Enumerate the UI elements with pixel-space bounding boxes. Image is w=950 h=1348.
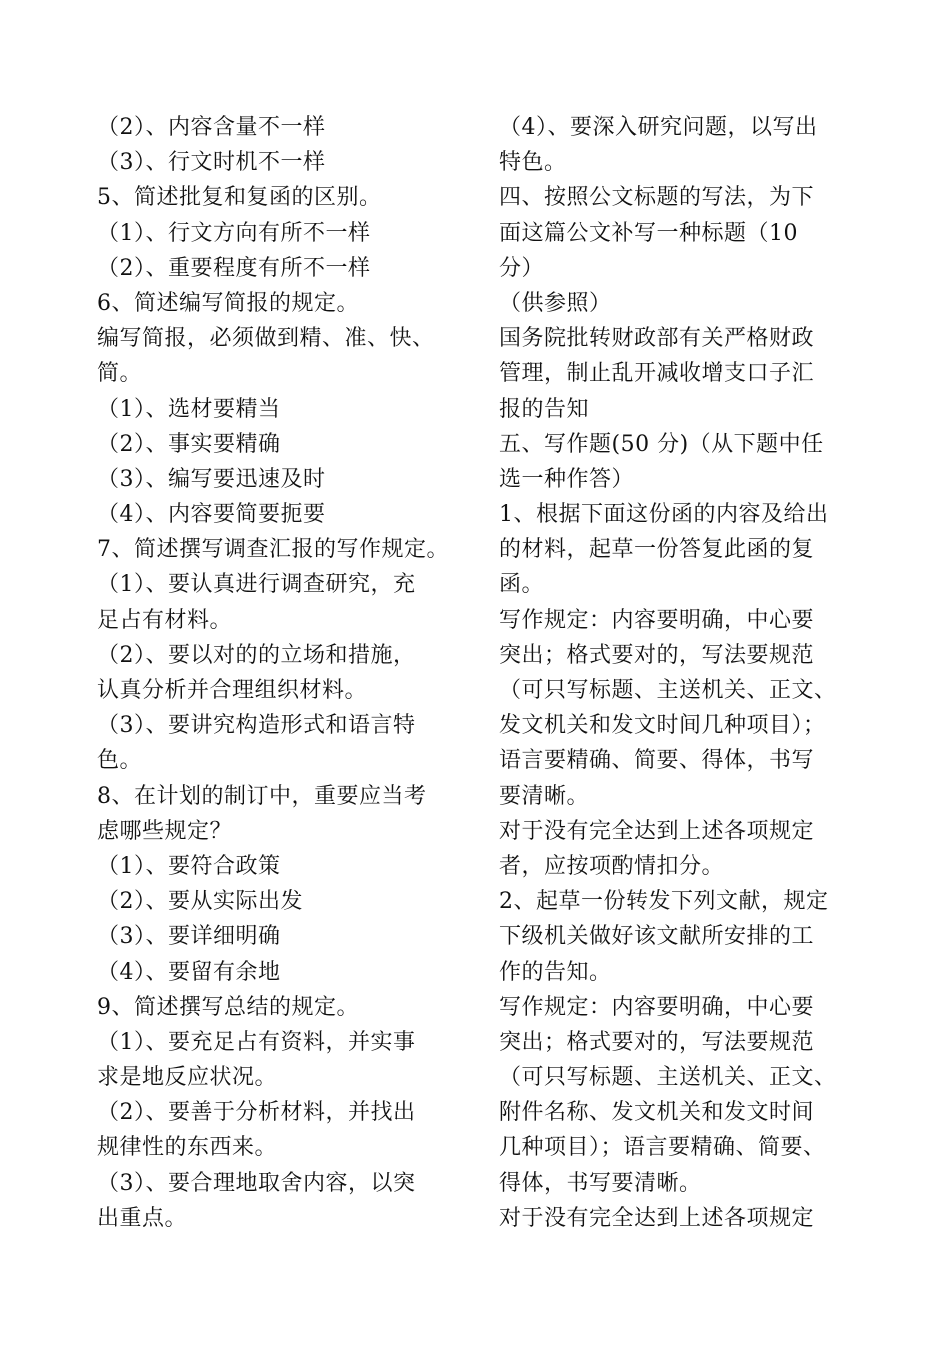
text-line: 对于没有完全达到上述各项规定 xyxy=(499,818,815,844)
text-line: 下级机关做好该文献所安排的工 xyxy=(499,924,815,950)
text-line: 作的告知。 xyxy=(499,959,612,985)
text-line: 函。 xyxy=(499,572,545,598)
text-line: （3）、要详细明确 xyxy=(97,924,281,950)
text-line: 规律性的东西来。 xyxy=(97,1135,278,1161)
text-line: 几种项目）；语言要精确、简要、 xyxy=(499,1135,826,1161)
text-line: （可只写标题、主送机关、正文、 xyxy=(499,1065,837,1091)
text-line: 1、根据下面这份函的内容及给出 xyxy=(499,502,829,528)
section-heading: 五、写作题(50 分)（从下题中任 xyxy=(499,431,824,457)
text-line: 语言要精确、简要、得体，书写 xyxy=(499,748,815,774)
right-column xyxy=(499,110,867,1236)
text-line: （2）、重要程度有所不一样 xyxy=(97,255,371,281)
text-line: （2）、内容含量不一样 xyxy=(97,115,326,140)
text-line: 突出；格式要对的，写法要规范 xyxy=(499,1029,815,1055)
text-line: （1）、选材要精当 xyxy=(97,396,281,422)
text-line: （2）、事实要精确 xyxy=(97,431,281,457)
text-line: 要清晰。 xyxy=(499,783,590,809)
question-heading: 9、简述撰写总结的规定。 xyxy=(97,994,359,1020)
section-heading: 分） xyxy=(499,255,545,281)
text-line: 国务院批转财政部有关严格财政 xyxy=(499,326,815,352)
text-line: 对于没有完全达到上述各项规定 xyxy=(499,1205,815,1231)
text-line: （可只写标题、主送机关、正文、 xyxy=(499,678,837,703)
text-line: 出重点。 xyxy=(97,1205,188,1231)
text-line: 足占有材料。 xyxy=(97,607,233,633)
text-line: （2）、要从实际出发 xyxy=(97,889,303,915)
text-line: 报的告知 xyxy=(499,396,590,422)
text-line: 发文机关和发文时间几种项目）； xyxy=(499,713,826,739)
question-heading: 6、简述编写简报的规定。 xyxy=(97,290,359,316)
question-heading: 8、在计划的制订中，重要应当考 xyxy=(97,783,427,809)
text-line: （4）、要留有余地 xyxy=(97,959,281,985)
text-line: 突出；格式要对的，写法要规范 xyxy=(499,642,815,668)
text-line: （供参照） xyxy=(499,290,612,316)
text-line: 认真分析并合理组织材料。 xyxy=(97,678,368,703)
text-line: （1）、要符合政策 xyxy=(97,853,281,879)
text-line: 管理，制止乱开减收增支口子汇 xyxy=(499,361,815,387)
text-line: 特色。 xyxy=(499,150,567,176)
text-line: （1）、行文方向有所不一样 xyxy=(97,220,371,246)
text-line: 得体，书写要清晰。 xyxy=(499,1170,702,1196)
text-line: （1）、要充足占有资料，并实事 xyxy=(97,1029,416,1055)
text-line: （4）、内容要简要扼要 xyxy=(97,502,326,528)
left-column xyxy=(97,110,470,1236)
text-line: 写作规定：内容要明确，中心要 xyxy=(499,994,815,1020)
text-line: 简。 xyxy=(97,361,143,387)
section-heading: 选一种作答） xyxy=(499,466,635,492)
text-line: 者，应按项酌情扣分。 xyxy=(499,853,725,879)
text-line: 的材料，起草一份答复此函的复 xyxy=(499,537,815,563)
text-line: 编写简报，必须做到精、准、快、 xyxy=(97,326,435,352)
text-line: （2）、要善于分析材料，并找出 xyxy=(97,1100,416,1126)
question-heading: 7、简述撰写调查汇报的写作规定。 xyxy=(97,537,449,563)
text-line: 求是地反应状况。 xyxy=(97,1065,278,1091)
text-line: 色。 xyxy=(97,748,143,774)
text-line: 附件名称、发文机关和发文时间 xyxy=(499,1100,815,1126)
question-heading: 虑哪些规定？ xyxy=(97,818,233,844)
text-line: （3）、要讲究构造形式和语言特 xyxy=(97,713,416,739)
text-line: （1）、要认真进行调查研究，充 xyxy=(97,572,416,598)
question-heading: 5、简述批复和复函的区别。 xyxy=(97,185,382,211)
text-line: （3）、要合理地取舍内容，以突 xyxy=(97,1170,416,1196)
text-line: 写作规定：内容要明确，中心要 xyxy=(499,607,815,633)
text-line: （3）、编写要迅速及时 xyxy=(97,466,326,492)
text-line: 2、起草一份转发下列文献，规定 xyxy=(499,889,829,915)
text-line: （2）、要以对的的立场和措施， xyxy=(97,642,416,668)
section-heading: 面这篇公文补写一种标题（10 xyxy=(499,220,798,246)
text-line: （3）、行文时机不一样 xyxy=(97,150,326,176)
text-line: （4）、要深入研究问题，以写出 xyxy=(499,115,818,140)
section-heading: 四、按照公文标题的写法，为下 xyxy=(499,185,815,211)
